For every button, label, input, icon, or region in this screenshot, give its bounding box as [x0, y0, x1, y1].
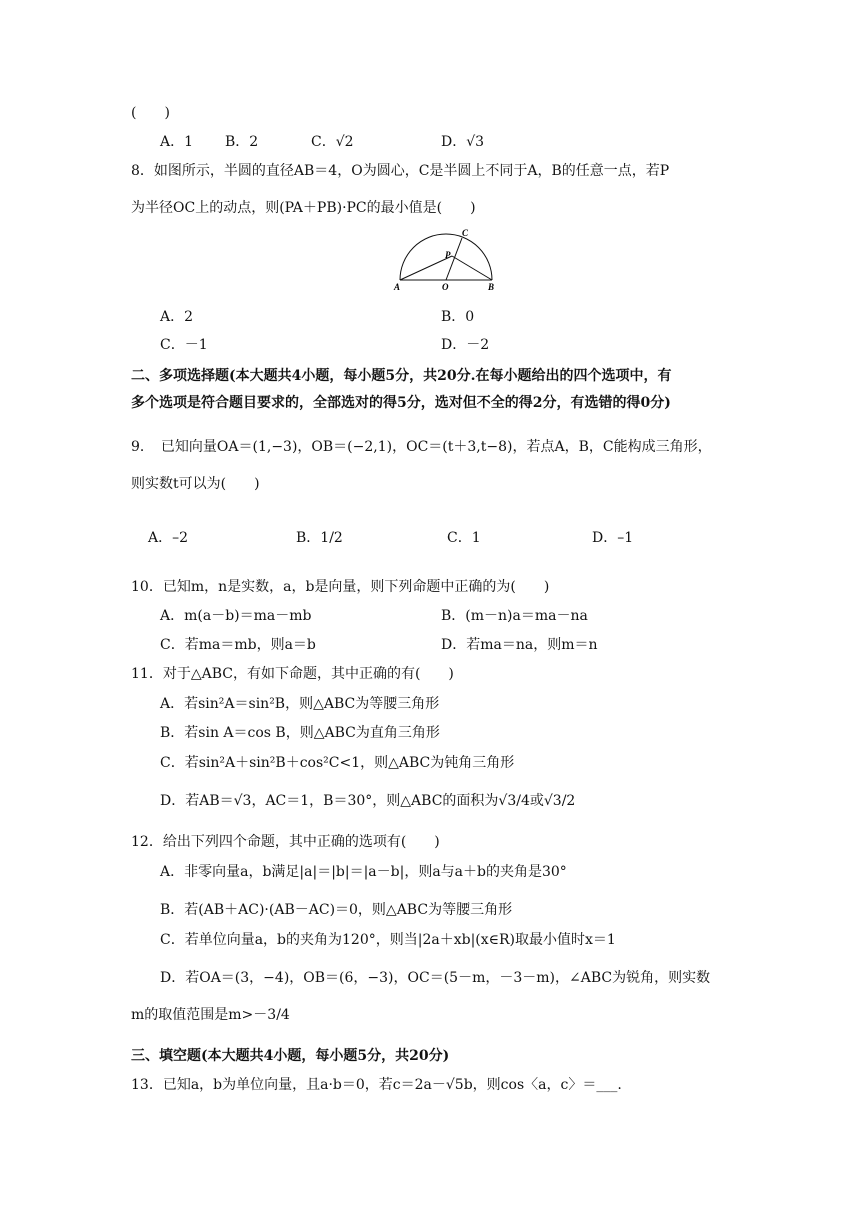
q10-option-c: C．若ma＝mb，则a＝b — [160, 637, 316, 653]
q8-option-a: A．2 — [160, 309, 194, 325]
q9-option-d: D．–1 — [592, 530, 634, 546]
q10-stem: 10．已知m，n是实数，a，b是向量，则下列命题中正确的为( ) — [131, 579, 550, 595]
q9-option-a: A．–2 — [148, 530, 189, 546]
label-o: O — [442, 282, 449, 292]
q10-option-b: B．(m－n)a＝ma－na — [441, 608, 588, 624]
label-b: B — [488, 282, 495, 292]
q7-option-c: C．√2 — [311, 134, 354, 150]
q7-option-a: A．1 — [160, 134, 194, 150]
semicircle-figure — [392, 226, 502, 292]
section2-line1: 二、多项选择题(本大题共4小题，每小题5分，共20分.在每小题给出的四个选项中，有 — [131, 368, 672, 384]
q9-option-c: C．1 — [447, 530, 481, 546]
q12-option-d-cont: m的取值范围是m>－3/4 — [131, 1007, 290, 1023]
section3-title: 三、填空题(本大题共4小题，每小题5分，共20分) — [131, 1048, 450, 1064]
q9-line1: 9． 已知向量OA＝(1,−3)，OB＝(−2,1)，OC＝(t＋3,t−8)，若点A，B，C能构成三角形， — [131, 439, 712, 455]
q12-stem: 12．给出下列四个命题，其中正确的选项有( ) — [131, 834, 440, 850]
q11-option-a: A．若sin²A＝sin²B，则△ABC为等腰三角形 — [160, 696, 440, 712]
q11-option-c: C．若sin²A＋sin²B＋cos²C<1，则△ABC为钝角三角形 — [160, 755, 515, 771]
q9-option-b: B．1/2 — [296, 530, 343, 546]
q11-option-b: B．若sin A＝cos B，则△ABC为直角三角形 — [160, 725, 440, 741]
q10-option-a: A．m(a－b)＝ma－mb — [160, 608, 312, 624]
q12-option-d: D．若OA＝(3，−4)，OB＝(6，−3)，OC＝(5－m，－3－m)，∠ABC为锐角，则实数 — [160, 970, 711, 986]
q8-option-d: D．－2 — [441, 337, 490, 353]
q8-line1: 8．如图所示，半圆的直径AB＝4，O为圆心，C是半圆上不同于A，B的任意一点，若P — [131, 163, 670, 179]
q8-line2: 为半径OC上的动点，则(PA＋PB)·PC的最小值是( ) — [131, 200, 476, 216]
q12-option-c: C．若单位向量a，b的夹角为120°，则当|2a＋xb|(x∈R)取最小值时x＝1 — [160, 932, 616, 948]
label-p: P — [445, 250, 451, 260]
q11-stem: 11．对于△ABC，有如下命题，其中正确的有( ) — [131, 666, 454, 682]
q11-option-d: D．若AB＝√3，AC＝1，B＝30°，则△ABC的面积为√3/4或√3/2 — [160, 793, 576, 809]
section2-line2: 多个选项是符合题目要求的，全部选对的得5分，选对但不全的得2分，有选错的得0分) — [131, 395, 671, 411]
q7-option-b: B．2 — [225, 134, 259, 150]
q12-option-a: A．非零向量a，b满足|a|＝|b|＝|a－b|，则a与a＋b的夹角是30° — [160, 864, 567, 880]
q7-paren: ( ) — [131, 105, 170, 121]
q9-line2: 则实数t可以为( ) — [131, 476, 260, 492]
q8-option-c: C．－1 — [160, 337, 208, 353]
q10-option-d: D．若ma＝na，则m＝n — [441, 637, 598, 653]
q12-option-b: B．若(AB＋AC)·(AB－AC)＝0，则△ABC为等腰三角形 — [160, 902, 513, 918]
q13-stem: 13．已知a，b为单位向量，且a·b＝0，若c＝2a－√5b，则cos〈a，c〉＝___. — [131, 1077, 622, 1093]
q8-option-b: B．0 — [441, 309, 475, 325]
label-c: C — [462, 228, 469, 238]
label-a: A — [394, 282, 401, 292]
q7-option-d: D．√3 — [441, 134, 485, 150]
